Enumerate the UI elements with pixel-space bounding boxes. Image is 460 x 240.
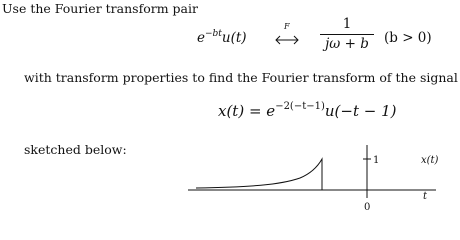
- x-axis-label: t: [423, 191, 428, 202]
- properties-text: with transform properties to find the Fourier transform of the signal: [24, 70, 458, 85]
- amplitude-tick-label: 1: [373, 155, 380, 166]
- fraction-denominator: jω + b: [325, 36, 369, 52]
- signal-lhs: x(t) = e: [218, 102, 276, 120]
- intro-text: Use the Fourier transform pair: [2, 1, 198, 16]
- fourier-operator-label: F: [284, 22, 290, 31]
- y-axis-label: x(t): [421, 155, 439, 166]
- fraction-numerator: 1: [342, 16, 352, 32]
- lhs-base: e: [197, 30, 205, 46]
- condition-text: (b > 0): [384, 30, 432, 46]
- signal-curve: [196, 159, 322, 190]
- signal-exponent: −2(−t−1): [275, 101, 325, 112]
- sketched-text: sketched below:: [24, 142, 127, 157]
- lhs-step: u(t): [221, 30, 247, 46]
- signal-step: u(−t − 1): [324, 102, 397, 120]
- lhs-exponent: −bt: [205, 29, 222, 39]
- origin-label: 0: [364, 202, 371, 213]
